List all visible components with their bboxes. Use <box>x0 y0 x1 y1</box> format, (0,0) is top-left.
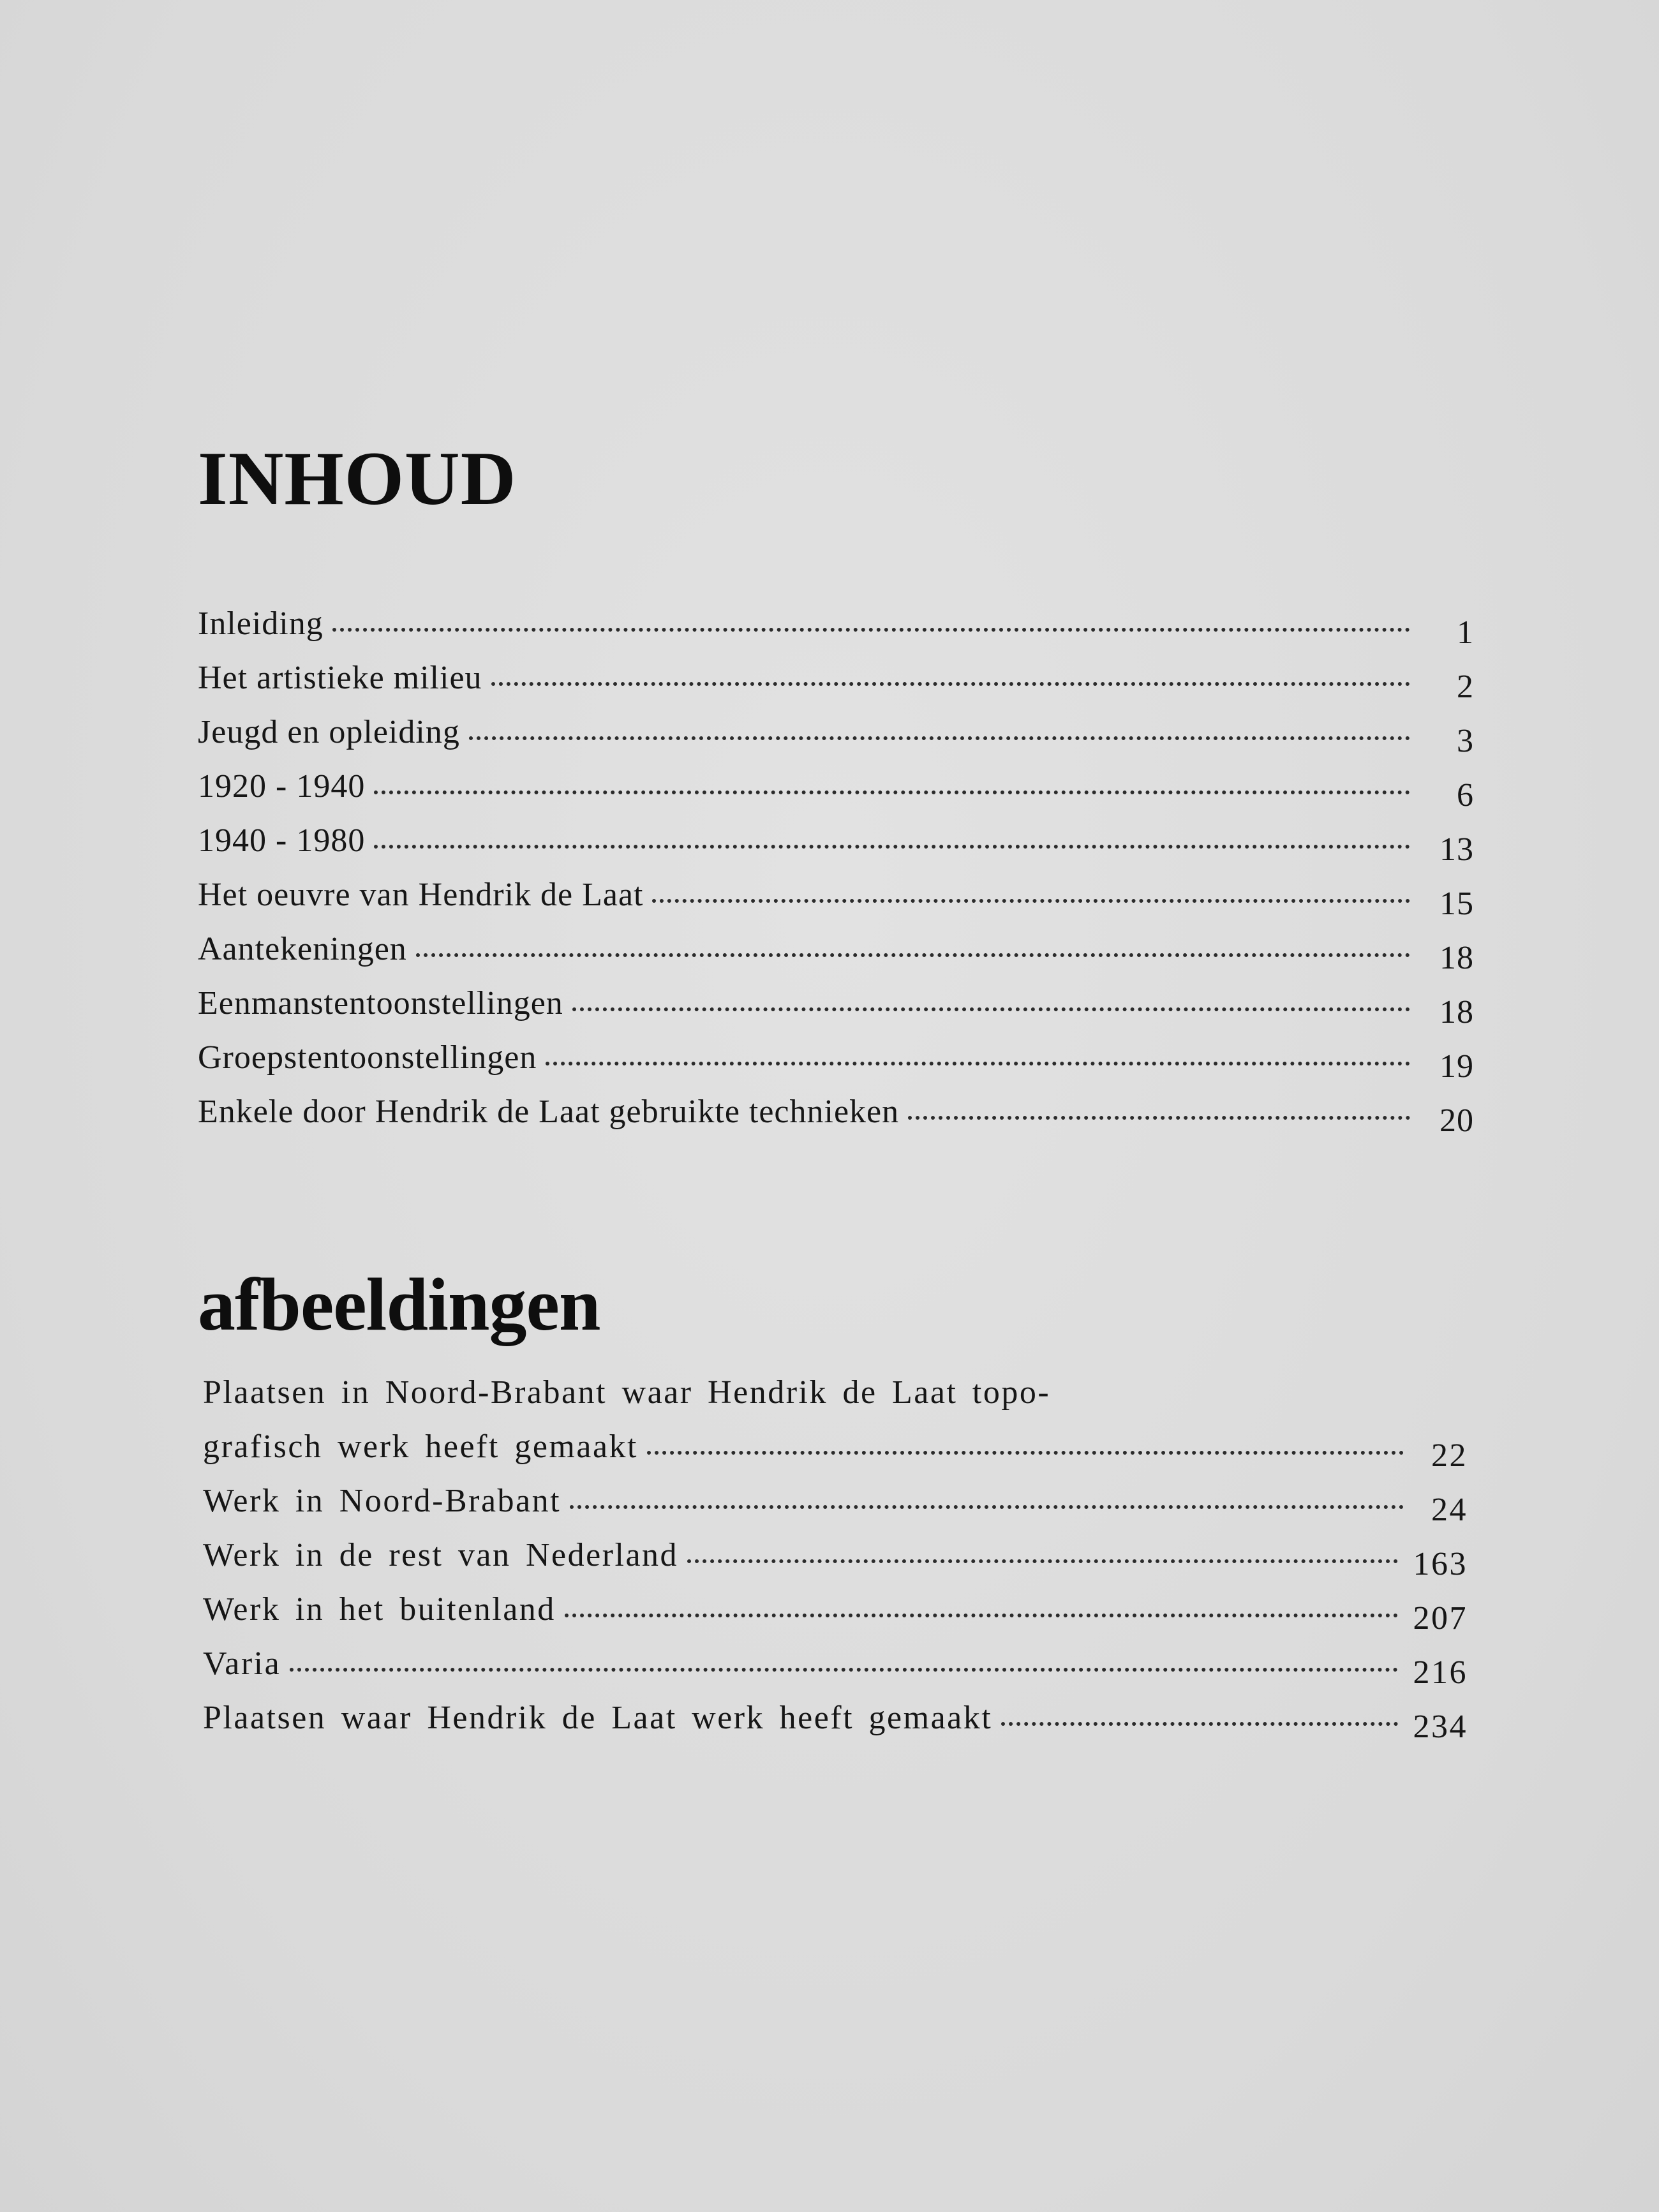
toc-entry-1940-1980 <box>198 813 1474 868</box>
toc-entry-werk-buitenland <box>203 1582 1468 1637</box>
toc-entry-werk-noord-brabant <box>203 1474 1468 1528</box>
dot-leader <box>374 791 1410 794</box>
toc-entry-aantekeningen <box>198 922 1474 976</box>
dot-leader <box>469 736 1410 740</box>
toc-entry-page: 13 <box>1440 831 1474 868</box>
toc-entry-topografisch-werk <box>203 1420 1468 1474</box>
dot-leader <box>1001 1722 1397 1726</box>
toc-entry-title: Eenmanstentoonstellingen <box>198 985 563 1021</box>
toc-entry-page: 1 <box>1457 614 1474 651</box>
toc-entry-title: Varia <box>203 1645 281 1682</box>
toc-entry-title: Werk in het buitenland <box>203 1591 556 1628</box>
toc-entry-page: 216 <box>1413 1654 1468 1691</box>
toc-entry-page: 6 <box>1457 777 1474 813</box>
toc-entry-title: Werk in Noord-Brabant <box>203 1483 562 1519</box>
toc-entry-eenmanstentoonstellingen <box>198 976 1474 1030</box>
toc-entry-page: 22 <box>1431 1437 1468 1474</box>
afbeeldingen-toc-list <box>203 1365 1468 1745</box>
toc-entry-page: 3 <box>1457 723 1474 759</box>
toc-entry-title: Plaatsen waar Hendrik de Laat werk heeft gemaakt <box>203 1700 993 1736</box>
toc-entry-jeugd-en-opleiding <box>198 705 1474 759</box>
toc-entry-title-first-line <box>203 1365 1468 1420</box>
toc-entry-title: Groepstentoonstellingen <box>198 1039 537 1076</box>
dot-leader <box>374 845 1410 849</box>
toc-entry-title: 1940 - 1980 <box>198 822 366 859</box>
inhoud-toc-list <box>198 597 1474 1139</box>
toc-entry-page: 24 <box>1431 1492 1468 1528</box>
toc-entry-page: 18 <box>1440 994 1474 1030</box>
toc-entry-title: 1920 - 1940 <box>198 768 366 805</box>
toc-entry-title: Aantekeningen <box>198 931 407 967</box>
dot-leader <box>572 1007 1410 1011</box>
toc-entry-page: 163 <box>1413 1546 1468 1582</box>
toc-entry-title: Werk in de rest van Nederland <box>203 1537 679 1573</box>
toc-entry-title: Het artistieke milieu <box>198 660 482 696</box>
dot-leader <box>570 1505 1404 1509</box>
dot-leader <box>290 1668 1397 1672</box>
dot-leader <box>416 953 1410 957</box>
toc-entry-artistieke-milieu <box>198 651 1474 705</box>
toc-entry-inleiding <box>198 597 1474 651</box>
dot-leader <box>687 1559 1397 1563</box>
dot-leader <box>491 682 1410 686</box>
dot-leader <box>908 1116 1410 1120</box>
dot-leader <box>546 1062 1410 1065</box>
toc-entry-page: 18 <box>1440 940 1474 976</box>
toc-entry-varia <box>203 1637 1468 1691</box>
toc-entry-plaatsen-werk <box>203 1691 1468 1745</box>
toc-entry-title: Inleiding <box>198 605 324 642</box>
dot-leader <box>647 1451 1404 1455</box>
afbeeldingen-heading: afbeeldingen <box>198 1263 600 1346</box>
toc-entry-technieken <box>198 1085 1474 1139</box>
toc-entry-title: Enkele door Hendrik de Laat gebruikte technieken <box>198 1094 900 1130</box>
toc-entry-page: 207 <box>1413 1600 1468 1637</box>
dot-leader <box>565 1614 1398 1617</box>
toc-entry-title: grafisch werk heeft gemaakt <box>203 1429 638 1465</box>
dot-leader <box>652 899 1410 903</box>
toc-entry-page: 20 <box>1440 1102 1474 1139</box>
dot-leader <box>332 628 1410 632</box>
toc-entry-werk-rest-nederland <box>203 1528 1468 1582</box>
toc-entry-1920-1940 <box>198 759 1474 813</box>
toc-entry-title: Het oeuvre van Hendrik de Laat <box>198 877 644 913</box>
toc-entry-title: Plaatsen in Noord-Brabant waar Hendrik de Laat topo- <box>203 1374 1051 1411</box>
toc-entry-title: Jeugd en opleiding <box>198 714 460 750</box>
toc-entry-oeuvre <box>198 868 1474 922</box>
toc-entry-page: 2 <box>1457 669 1474 705</box>
inhoud-heading: INHOUD <box>198 436 517 521</box>
toc-entry-page: 19 <box>1440 1048 1474 1085</box>
toc-entry-page: 234 <box>1413 1709 1468 1745</box>
toc-entry-groepstentoonstellingen <box>198 1030 1474 1085</box>
toc-entry-page: 15 <box>1440 886 1474 922</box>
